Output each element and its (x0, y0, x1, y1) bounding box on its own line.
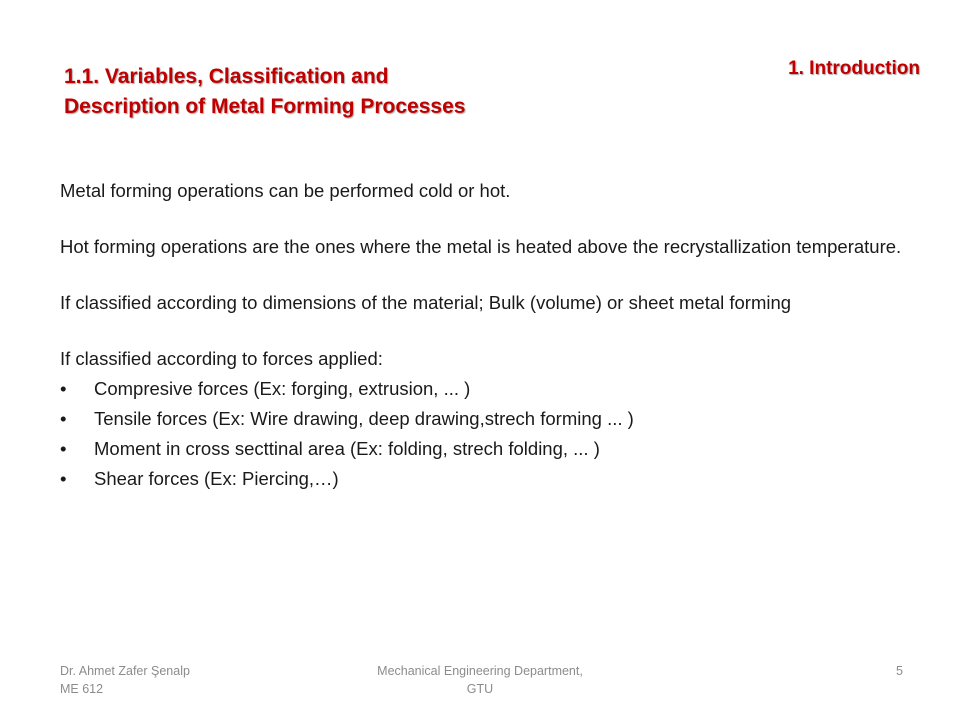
paragraph-forces: If classified according to forces applied: (60, 348, 383, 369)
footer-department-line-1: Mechanical Engineering Department, (377, 664, 583, 678)
list-item (60, 434, 902, 464)
footer-author (60, 662, 190, 698)
forces-list (60, 374, 902, 494)
slide-title-line-2: Description of Metal Forming Processes (64, 95, 466, 118)
list-item-text: Shear forces (Ex: Piercing,…) (94, 468, 339, 489)
list-item (60, 404, 902, 434)
footer-course-code: ME 612 (60, 682, 104, 696)
slide-title-line-1: 1.1. Variables, Classification and (64, 65, 389, 88)
bullet-dot: • (60, 408, 67, 429)
list-item (60, 374, 902, 404)
bullet-dot: • (60, 438, 67, 459)
footer-department-line-2: GTU (466, 682, 494, 696)
paragraph-hot-forming: Hot forming operations are the ones where the metal is heated above the recrystallization temperature. (60, 236, 902, 257)
bullet-dot: • (60, 378, 67, 399)
slide-title (64, 62, 584, 122)
paragraph-cold-hot: Metal forming operations can be performed cold or hot. (60, 180, 511, 201)
page-number: 5 (896, 664, 903, 678)
paragraph-dimensions: If classified according to dimensions of the material; Bulk (volume) or sheet metal forming (60, 292, 792, 313)
bullet-dot: • (60, 468, 67, 489)
list-item-text: Compresive forces (Ex: forging, extrusion, ... ) (94, 378, 471, 399)
slide-content (60, 176, 902, 494)
footer-department (330, 662, 630, 698)
list-item-text: Tensile forces (Ex: Wire drawing, deep drawing,strech forming ... ) (94, 408, 634, 429)
list-item (60, 464, 902, 494)
footer-author-name: Dr. Ahmet Zafer Şenalp (60, 664, 190, 678)
list-item-text: Moment in cross secttinal area (Ex: folding, strech folding, ... ) (94, 438, 600, 459)
section-label: 1. Introduction (788, 58, 920, 79)
